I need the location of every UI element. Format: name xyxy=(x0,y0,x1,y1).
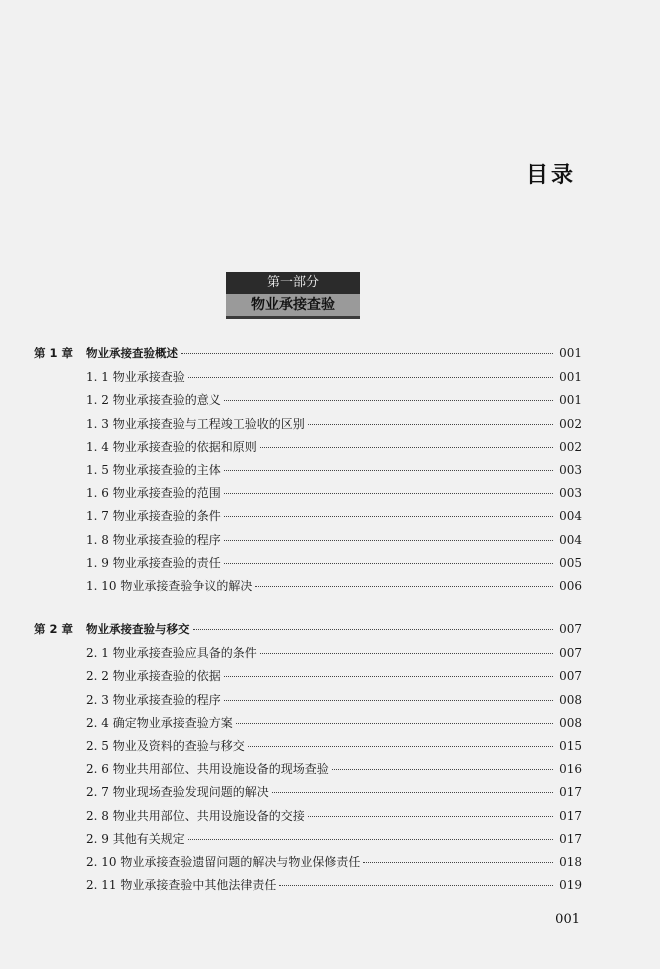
chapter-page: 001 xyxy=(559,346,582,360)
section-row[interactable] xyxy=(34,507,582,530)
section-page: 004 xyxy=(559,509,582,524)
chapter-title: 物业承接查验概述 xyxy=(86,346,178,360)
chapter-block xyxy=(34,621,582,899)
dot-leader xyxy=(260,653,553,654)
section-row[interactable] xyxy=(34,554,582,577)
dot-leader xyxy=(363,862,553,863)
section-row[interactable] xyxy=(34,531,582,554)
section-row[interactable] xyxy=(34,438,582,461)
section-page: 015 xyxy=(559,739,582,753)
dot-leader xyxy=(279,885,553,886)
chapter-number: 第 1 章 xyxy=(34,346,74,360)
dot-leader xyxy=(248,746,553,747)
section-title: 1. 1 物业承接查验 xyxy=(86,370,185,385)
section-row[interactable] xyxy=(34,807,582,830)
section-page: 017 xyxy=(559,831,582,846)
section-row[interactable] xyxy=(34,461,582,484)
section-title: 2. 6 物业共用部位、共用设施设备的现场查验 xyxy=(86,762,329,777)
dot-leader xyxy=(224,516,553,517)
part-label: 第一部分 xyxy=(226,272,360,294)
dot-leader xyxy=(188,377,553,378)
section-title: 2. 2 物业承接查验的依据 xyxy=(86,669,221,684)
section-page: 019 xyxy=(559,878,582,893)
chapter-row[interactable] xyxy=(34,621,582,644)
dot-leader xyxy=(308,424,553,425)
section-title: 1. 8 物业承接查验的程序 xyxy=(86,532,221,547)
section-title: 1. 2 物业承接查验的意义 xyxy=(86,393,221,408)
dot-leader xyxy=(224,493,553,494)
toc-list xyxy=(34,345,582,899)
section-title: 1. 7 物业承接查验的条件 xyxy=(86,509,221,524)
dot-leader xyxy=(224,540,553,541)
dot-leader xyxy=(332,769,553,770)
section-page: 001 xyxy=(559,393,582,408)
section-page: 001 xyxy=(559,370,582,385)
section-page: 004 xyxy=(559,532,582,547)
chapter-title: 物业承接查验与移交 xyxy=(86,622,190,637)
chapter-number: 第 2 章 xyxy=(34,622,74,637)
section-title: 2. 7 物业现场查验发现问题的解决 xyxy=(86,785,269,800)
section-row[interactable] xyxy=(34,714,582,737)
dot-leader xyxy=(181,353,553,354)
section-row[interactable] xyxy=(34,484,582,507)
section-row[interactable] xyxy=(34,667,582,690)
section-page: 008 xyxy=(559,715,582,730)
part-title: 物业承接查验 xyxy=(226,294,360,319)
section-row[interactable] xyxy=(34,577,582,600)
section-row[interactable] xyxy=(34,853,582,876)
part-banner xyxy=(226,272,360,319)
section-row[interactable] xyxy=(34,737,582,760)
section-title: 2. 3 物业承接查验的程序 xyxy=(86,692,221,707)
section-row[interactable] xyxy=(34,691,582,714)
section-page: 008 xyxy=(559,692,582,707)
page-number: 001 xyxy=(555,912,580,927)
section-page: 002 xyxy=(559,439,582,454)
dot-leader xyxy=(188,839,553,840)
section-page: 005 xyxy=(559,555,582,570)
section-page: 017 xyxy=(559,808,582,823)
dot-leader xyxy=(224,563,553,564)
dot-leader xyxy=(224,400,553,401)
section-title: 1. 5 物业承接查验的主体 xyxy=(86,462,221,477)
chapter-row[interactable] xyxy=(34,345,582,368)
dot-leader xyxy=(260,447,553,448)
dot-leader xyxy=(308,816,553,817)
section-row[interactable] xyxy=(34,368,582,391)
dot-leader xyxy=(224,470,553,471)
dot-leader xyxy=(272,792,553,793)
section-title: 2. 5 物业及资料的查验与移交 xyxy=(86,739,245,753)
section-title: 1. 6 物业承接查验的范围 xyxy=(86,486,221,501)
section-title: 2. 1 物业承接查验应具备的条件 xyxy=(86,646,257,661)
section-page: 007 xyxy=(559,669,582,684)
section-page: 007 xyxy=(559,646,582,661)
section-row[interactable] xyxy=(34,783,582,806)
section-page: 006 xyxy=(559,578,582,593)
section-title: 1. 10 物业承接查验争议的解决 xyxy=(86,578,253,593)
section-row[interactable] xyxy=(34,415,582,438)
dot-leader xyxy=(255,586,553,587)
section-page: 018 xyxy=(559,854,582,869)
dot-leader xyxy=(224,700,553,701)
dot-leader xyxy=(193,629,554,630)
section-title: 2. 9 其他有关规定 xyxy=(86,831,185,846)
dot-leader xyxy=(224,676,553,677)
chapter-page: 007 xyxy=(559,622,582,637)
section-title: 2. 8 物业共用部位、共用设施设备的交接 xyxy=(86,808,305,823)
section-row[interactable] xyxy=(34,760,582,783)
section-title: 1. 9 物业承接查验的责任 xyxy=(86,555,221,570)
section-row[interactable] xyxy=(34,830,582,853)
section-row[interactable] xyxy=(34,876,582,899)
section-row[interactable] xyxy=(34,644,582,667)
section-page: 017 xyxy=(559,785,582,800)
section-title: 2. 4 确定物业承接查验方案 xyxy=(86,715,233,730)
section-page: 016 xyxy=(559,762,582,777)
section-title: 1. 3 物业承接查验与工程竣工验收的区别 xyxy=(86,416,305,431)
chapter-block xyxy=(34,345,582,600)
section-title: 2. 10 物业承接查验遗留问题的解决与物业保修责任 xyxy=(86,854,361,869)
section-title: 2. 11 物业承接查验中其他法律责任 xyxy=(86,878,277,893)
section-page: 003 xyxy=(559,462,582,477)
section-page: 003 xyxy=(559,486,582,501)
section-title: 1. 4 物业承接查验的依据和原则 xyxy=(86,439,257,454)
dot-leader xyxy=(236,723,553,724)
section-page: 002 xyxy=(559,416,582,431)
toc-title: 目录 xyxy=(525,163,576,188)
section-row[interactable] xyxy=(34,391,582,414)
